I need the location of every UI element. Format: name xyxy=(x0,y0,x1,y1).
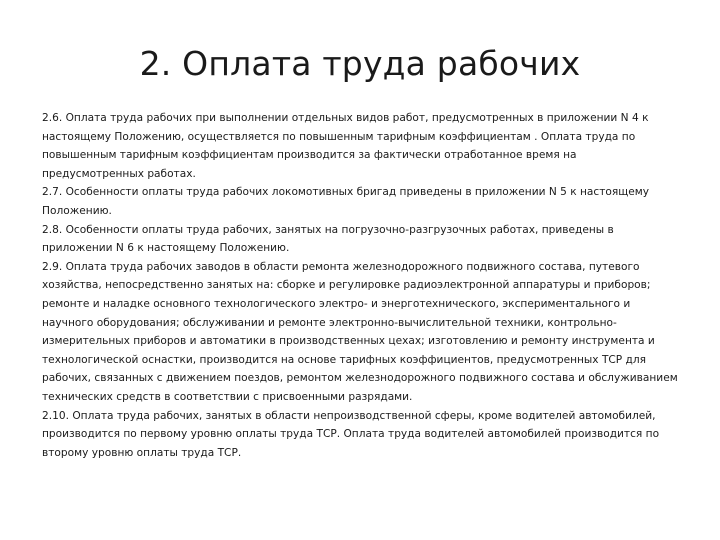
paragraph-2-10: 2.10. Оплата труда рабочих, занятых в области непроизводственной сферы, кроме водителей автомобилей, производится по первому уровню оплаты труда ТСР. Оплата труда водителей автомобилей производится по второму уровню оплаты труда ТСР. xyxy=(42,409,660,459)
slide-title: 2. Оплата труда рабочих xyxy=(139,44,581,83)
paragraph-2-7: 2.7. Особенности оплаты труда рабочих локомотивных бригад приведены в приложении N 5 к настоящему Положению. xyxy=(42,186,650,217)
slide-body xyxy=(42,109,678,462)
paragraph-2-8: 2.8. Особенности оплаты труда рабочих, занятых на погрузочно-разгрузочных работах, приведены в приложении N 6 к настоящему Положению. xyxy=(42,223,614,255)
paragraph-2-9: 2.9. Оплата труда рабочих заводов в области ремонта железнодорожного подвижного состава, путевого хозяйства, непосредственно занятых на: сборке и регулировке радиоэлектронной аппаратуры и приборов; ремонте и наладке основного технологического электро- и энерготехнического, экспериментального и научного оборудования; обслуживании и ремонте электронно-вычислительной техники, контрольно-измерительных приборов и автоматики в производственных цехах; изготовлению и ремонту инструмента и технологической оснастки, производится на основе тарифных коэффициентов, предусмотренных ТСР для рабочих, связанных с движением поездов, ремонтом железнодорожного подвижного состава и обслуживанием технических средств в соответствии с присвоенными разрядами. xyxy=(42,260,678,403)
paragraph-2-6: 2.6. Оплата труда рабочих при выполнении отдельных видов работ, предусмотренных в приложении N 4 к настоящему Положению, осуществляется по повышенным тарифным коэффициентам . Оплата труда по повышенным тарифным коэффициентам производится за фактически отработанное время на предусмотренных работах. xyxy=(42,112,649,180)
